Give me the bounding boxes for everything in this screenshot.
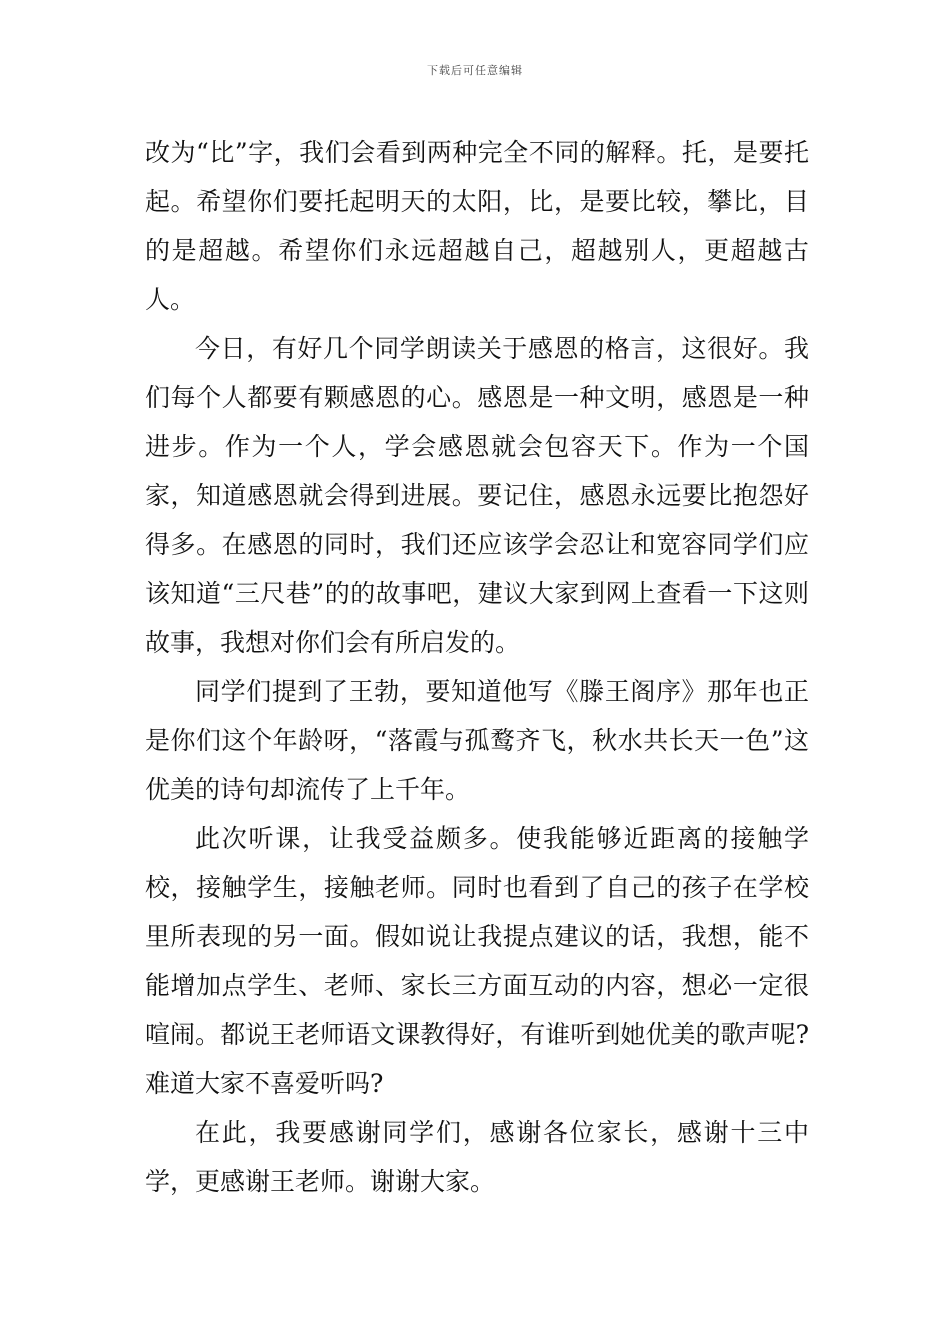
document-body <box>145 128 809 1206</box>
paragraph-continued: 改为“比”字，我们会看到两种完全不同的解释。托，是要托起。希望你们要托起明天的太阳，比，是要比较，攀比，目的是超越。希望你们永远超越自己，超越别人，更超越古人。 <box>145 138 809 314</box>
paragraph-lesson-reflection: 此次听课，让我受益颇多。使我能够近距离的接触学校，接触学生，接触老师。同时也看到了自己的孩子在学校里所表现的另一面。假如说让我提点建议的话，我想，能不能增加点学生、老师、家长三方面互动的内容，想必一定很喧闹。都说王老师语文课教得好，有谁听到她优美的歌声呢?难道大家不喜爱听吗? <box>145 824 809 1098</box>
paragraph-wang-bo: 同学们提到了王勃，要知道他写《滕王阁序》那年也正是你们这个年龄呀，“落霞与孤鹜齐飞，秋水共长天一色”这优美的诗句却流传了上千年。 <box>145 677 809 804</box>
paragraph-thanks: 在此，我要感谢同学们，感谢各位家长，感谢十三中学，更感谢王老师。谢谢大家。 <box>145 1118 809 1196</box>
page-header: 下载后可任意编辑 <box>427 64 523 77</box>
paragraph-gratitude: 今日，有好几个同学朗读关于感恩的格言，这很好。我们每个人都要有颗感恩的心。感恩是一种文明，感恩是一种进步。作为一个人，学会感恩就会包容天下。作为一个国家，知道感恩就会得到进展。要记住，感恩永远要比抱怨好得多。在感恩的同时，我们还应该学会忍让和宽容同学们应该知道“三尺巷”的的故事吧，建议大家到网上查看一下这则故事，我想对你们会有所启发的。 <box>145 334 809 657</box>
